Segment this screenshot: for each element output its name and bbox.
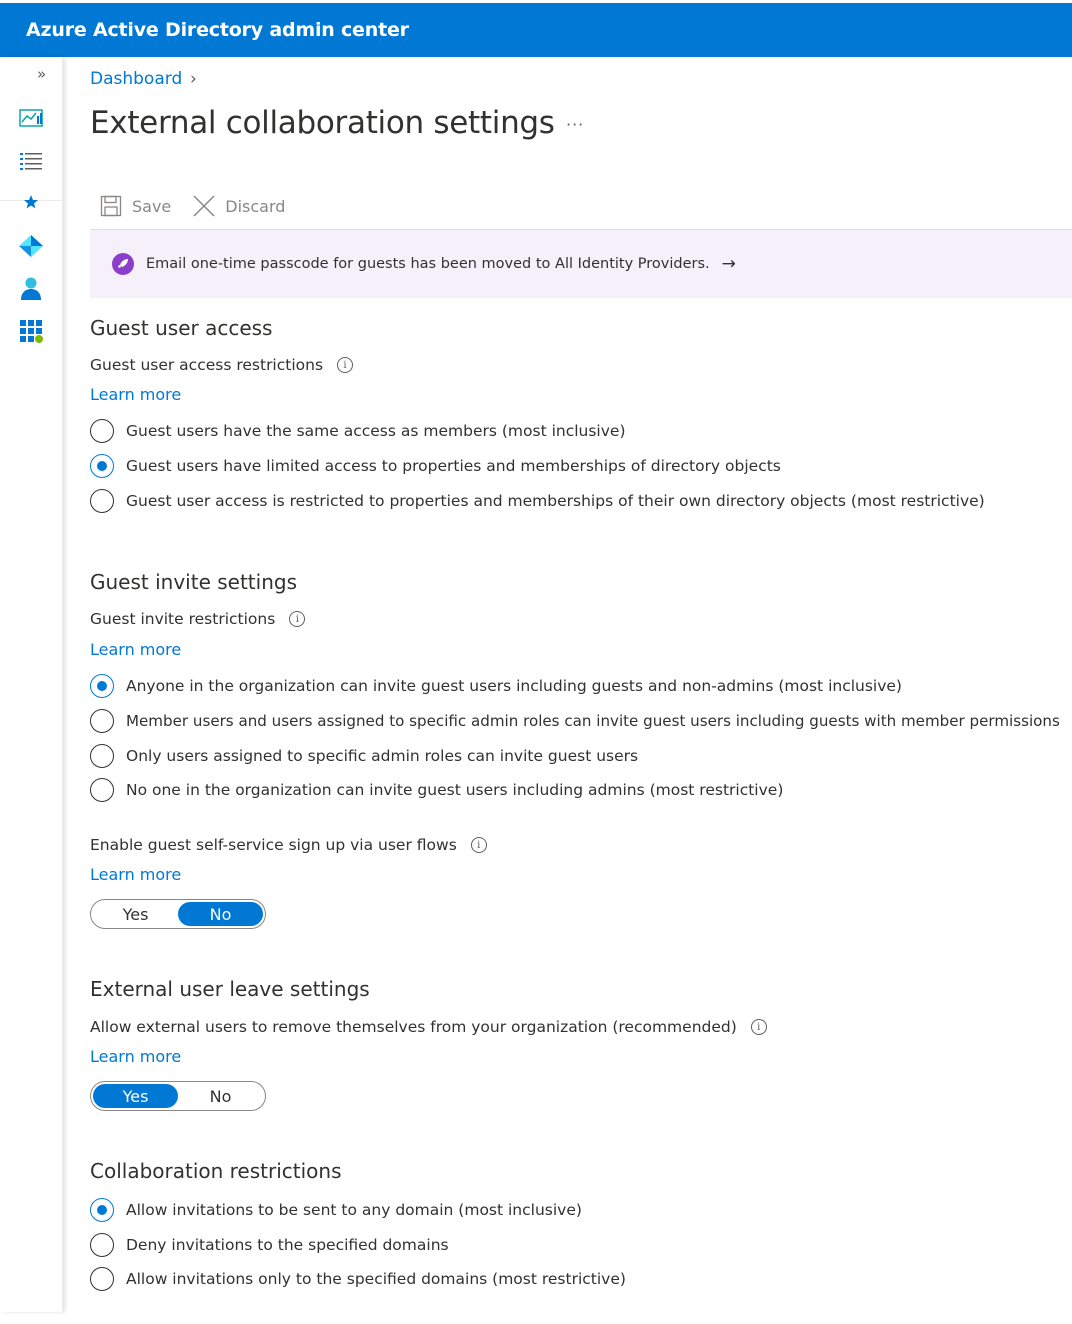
guest-access-option-2[interactable] [90,489,985,513]
radio-button[interactable] [90,744,114,768]
toggle-no-selected[interactable]: No [178,902,263,926]
section-guest-invite-settings: Guest invite settings [90,570,297,594]
radio-button-selected[interactable] [90,454,114,478]
save-icon [100,195,122,217]
guest-invite-restrictions-text: Guest invite restrictions [90,610,276,628]
section-external-user-leave: External user leave settings [90,977,370,1001]
radio-label: Anyone in the organization can invite guest users including guests and non-admins (most inclusive) [126,677,902,695]
radio-button-selected[interactable] [90,1198,114,1222]
info-icon[interactable]: i [289,611,305,627]
radio-label: Deny invitations to the specified domains [126,1236,449,1254]
banner-arrow-icon[interactable]: → [721,254,736,274]
external-leave-text: Allow external users to remove themselves from your organization (recommended) [90,1018,737,1036]
radio-label: Allow invitations only to the specified domains (most restrictive) [126,1270,626,1288]
radio-button[interactable] [90,709,114,733]
section-collaboration-restrictions: Collaboration restrictions [90,1159,342,1183]
save-label: Save [132,196,172,216]
external-leave-learn-more-link[interactable]: Learn more [90,1047,182,1066]
info-banner [90,229,1072,298]
save-button[interactable] [100,195,171,217]
breadcrumb-dashboard[interactable]: Dashboard [90,69,183,89]
toggle-yes-selected[interactable]: Yes [93,1084,178,1108]
radio-button-selected[interactable] [90,674,114,698]
dashboard-icon[interactable] [18,105,44,131]
toggle-no[interactable]: No [209,1086,232,1106]
breadcrumb-chevron-icon: › [190,69,197,89]
radio-button[interactable] [90,1233,114,1257]
app-title[interactable]: Azure Active Directory admin center [26,19,409,41]
collab-option-0[interactable] [90,1198,582,1222]
azure-ad-icon[interactable] [18,233,44,259]
guest-invite-option-1[interactable] [90,709,1060,733]
expand-sidebar-icon[interactable]: » [37,65,47,83]
discard-button[interactable] [193,195,285,217]
radio-label: Allow invitations to be sent to any domain (most inclusive) [126,1201,582,1219]
banner-message: Email one-time passcode for guests has been moved to All Identity Providers. [146,256,710,272]
info-icon[interactable]: i [337,357,353,373]
external-leave-toggle[interactable] [90,1081,266,1111]
self-service-learn-more-link[interactable]: Learn more [90,865,182,884]
guest-access-restrictions-label [90,356,353,374]
more-options-icon[interactable]: ··· [566,115,585,134]
users-icon[interactable] [18,275,44,301]
radio-label: Guest user access is restricted to properties and memberships of their own directory objects (most restrictive) [126,492,985,510]
radio-label: Only users assigned to specific admin roles can invite guest users [126,747,639,765]
guest-invite-restrictions-label [90,610,305,628]
apps-grid-icon[interactable] [18,317,44,343]
guest-access-learn-more-link[interactable]: Learn more [90,385,182,404]
self-service-signup-text: Enable guest self-service sign up via user flows [90,836,457,854]
left-sidebar [0,57,63,1312]
app-header [0,3,1072,57]
list-icon[interactable] [18,147,44,173]
guest-invite-option-2[interactable] [90,744,638,768]
collab-option-1[interactable] [90,1233,449,1257]
radio-button[interactable] [90,419,114,443]
discard-label: Discard [225,196,286,216]
info-icon[interactable]: i [751,1019,767,1035]
radio-label: Guest users have limited access to properties and memberships of directory objects [126,457,781,475]
command-bar [100,191,307,221]
close-icon [193,195,215,217]
info-icon[interactable]: i [471,837,487,853]
external-leave-label [90,1018,767,1036]
guest-invite-option-3[interactable] [90,778,783,802]
collab-option-2[interactable] [90,1267,626,1291]
favorites-star-icon[interactable] [18,189,44,215]
guest-access-option-0[interactable] [90,419,626,443]
section-guest-user-access: Guest user access [90,316,273,340]
rocket-icon [112,253,134,275]
radio-button[interactable] [90,489,114,513]
radio-label: Guest users have the same access as members (most inclusive) [126,422,626,440]
toggle-yes[interactable]: Yes [122,904,149,924]
guest-access-restrictions-text: Guest user access restrictions [90,356,324,374]
radio-label: Member users and users assigned to specific admin roles can invite guest users including guests with member permissions [126,712,1060,730]
page-title: External collaboration settings [90,105,555,141]
radio-button[interactable] [90,778,114,802]
guest-invite-option-0[interactable] [90,674,902,698]
radio-label: No one in the organization can invite guest users including admins (most restrictive) [126,781,784,799]
guest-invite-learn-more-link[interactable]: Learn more [90,640,182,659]
self-service-toggle[interactable] [90,899,266,929]
guest-access-option-1[interactable] [90,454,781,478]
radio-button[interactable] [90,1267,114,1291]
self-service-signup-label [90,836,487,854]
